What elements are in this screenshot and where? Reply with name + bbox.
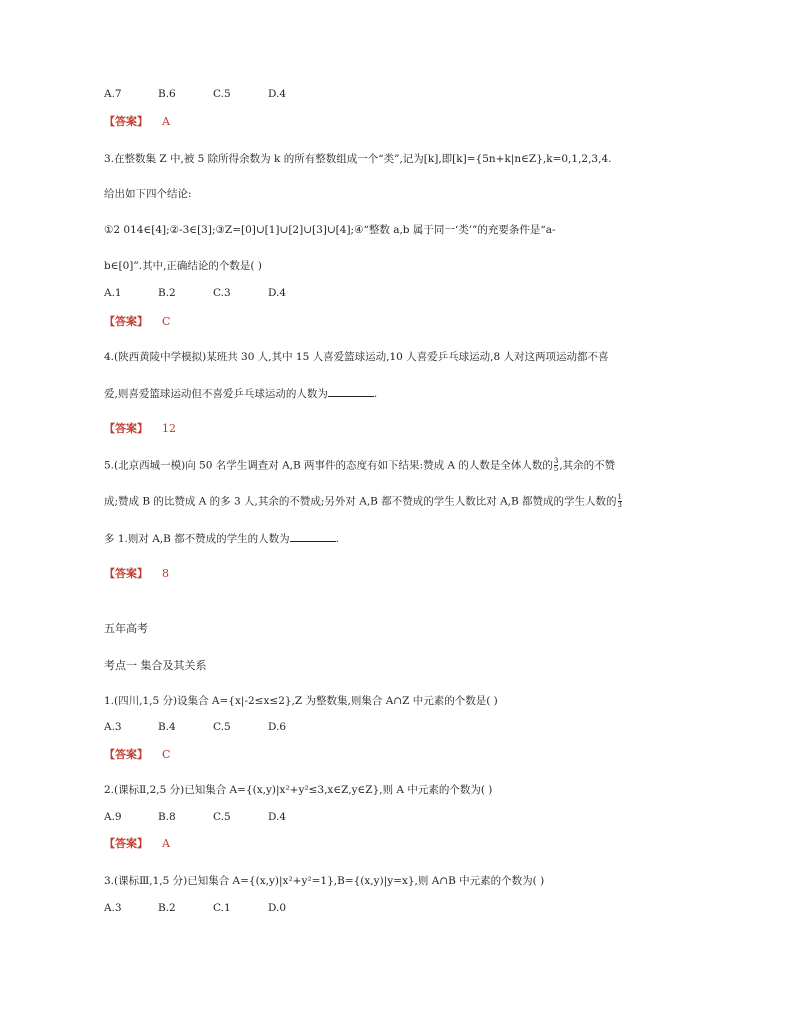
answer-label: 【答案】 xyxy=(104,422,148,435)
q5-line-2 xyxy=(104,494,623,509)
q3-options xyxy=(104,286,286,300)
answer-prev xyxy=(104,115,170,129)
q5-line-1 xyxy=(104,458,615,473)
q5-line-1-text: 5.(北京西城一模)向 50 名学生调查对 A,B 两事件的态度有如下结果:赞成 A 的人数是全体人数的 xyxy=(104,459,553,472)
q4-line-2-end: . xyxy=(373,388,378,400)
answer-label: 【答案】 xyxy=(104,748,148,761)
q5-line-3-text: 多 1.则对 A,B 都不赞成的学生的人数为 xyxy=(104,533,290,545)
option-a: A.3 xyxy=(104,721,122,733)
q4-line-1: 4.(陕西黄陵中学模拟)某班共 30 人,其中 15 人喜爱篮球运动,10 人喜爱乒乓球运动,8 人对这两项运动都不喜 xyxy=(104,351,609,363)
fraction-numerator: 3 xyxy=(553,457,559,465)
option-d: D.4 xyxy=(268,88,287,100)
q3-line-1: 3.在整数集 Z 中,被 5 除所得余数为 k 的所有整数组成一个“类”,记为[k],即[k]={5n+k|n∈Z},k=0,1,2,3,4. xyxy=(104,153,612,165)
answer-label: 【答案】 xyxy=(104,567,148,580)
option-d: D.4 xyxy=(268,287,287,299)
fraction-numerator: 1 xyxy=(617,493,623,501)
option-a: A.7 xyxy=(104,88,122,100)
q3-answer xyxy=(104,315,170,329)
q3-line-3: ①2 014∈[4];②-3∈[3];③Z=[0]∪[1]∪[2]∪[3]∪[4];④“整数 a,b 属于同一‘类’”的充要条件是“a- xyxy=(104,224,556,236)
option-b: B.8 xyxy=(158,811,176,823)
option-c: C.5 xyxy=(213,811,231,823)
fraction-3-5 xyxy=(554,458,558,473)
q5-line-2-text: 成;赞成 B 的比赞成 A 的多 3 人,其余的不赞成;另外对 A,B 都不赞成的学生人数比对 A,B 都赞成的学生人数的 xyxy=(104,495,617,508)
q5-line-3 xyxy=(104,531,339,546)
answer-label: 【答案】 xyxy=(104,315,148,328)
option-d: D.6 xyxy=(268,721,287,733)
exam-q2-text: 2.(课标Ⅱ,2,5 分)已知集合 A={(x,y)|x²+y²≤3,x∈Z,y∈Z},则 A 中元素的个数为( ) xyxy=(104,784,493,796)
option-d: D.4 xyxy=(268,811,287,823)
options-prev xyxy=(104,87,286,101)
q5-line-1-end: ,其余的不赞 xyxy=(559,459,616,472)
option-a: A.9 xyxy=(104,811,122,823)
fraction-denominator: 3 xyxy=(617,501,623,509)
answer-value: A xyxy=(162,837,170,850)
exam-q1-options xyxy=(104,720,286,734)
option-b: B.6 xyxy=(158,88,176,100)
option-b: B.2 xyxy=(158,287,176,299)
option-a: A.1 xyxy=(104,287,122,299)
option-c: C.3 xyxy=(213,287,231,299)
fraction-denominator: 5 xyxy=(553,465,559,473)
q3-line-4: b∈[0]”.其中,正确结论的个数是( ) xyxy=(104,260,262,272)
topic-title: 考点一 集合及其关系 xyxy=(104,659,207,672)
q4-answer xyxy=(104,422,176,436)
q3-line-2: 给出如下四个结论: xyxy=(104,188,192,200)
answer-value: C xyxy=(162,315,171,328)
exam-q1-answer xyxy=(104,748,170,762)
exam-q2-options xyxy=(104,810,286,824)
q4-line-2 xyxy=(104,386,377,401)
answer-value: 8 xyxy=(162,567,169,580)
fraction-1-3 xyxy=(618,494,622,509)
exam-q1-text: 1.(四川,1,5 分)设集合 A={x|-2≤x≤2},Z 为整数集,则集合 A∩Z 中元素的个数是( ) xyxy=(104,695,498,707)
exam-q2-answer xyxy=(104,837,170,851)
option-c: C.5 xyxy=(213,721,231,733)
q5-answer xyxy=(104,567,169,581)
answer-label: 【答案】 xyxy=(104,115,148,128)
answer-value: C xyxy=(162,748,171,761)
answer-blank xyxy=(328,386,374,397)
option-a: A.3 xyxy=(104,902,122,914)
option-b: B.4 xyxy=(158,721,176,733)
option-c: C.5 xyxy=(213,88,231,100)
answer-value: 12 xyxy=(162,422,176,435)
answer-blank xyxy=(290,531,336,542)
option-c: C.1 xyxy=(213,902,231,914)
q5-line-3-end: . xyxy=(335,533,340,545)
exam-q3-options xyxy=(104,901,286,915)
q4-line-2-text: 爱,则喜爱篮球运动但不喜爱乒乓球运动的人数为 xyxy=(104,388,328,400)
exam-q3-text: 3.(课标Ⅲ,1,5 分)已知集合 A={(x,y)|x²+y²=1},B={(x,y)|y=x},则 A∩B 中元素的个数为( ) xyxy=(104,875,545,887)
answer-label: 【答案】 xyxy=(104,837,148,850)
option-b: B.2 xyxy=(158,902,176,914)
answer-value: A xyxy=(162,115,170,128)
option-d: D.0 xyxy=(268,902,287,914)
section-title: 五年高考 xyxy=(104,622,148,635)
